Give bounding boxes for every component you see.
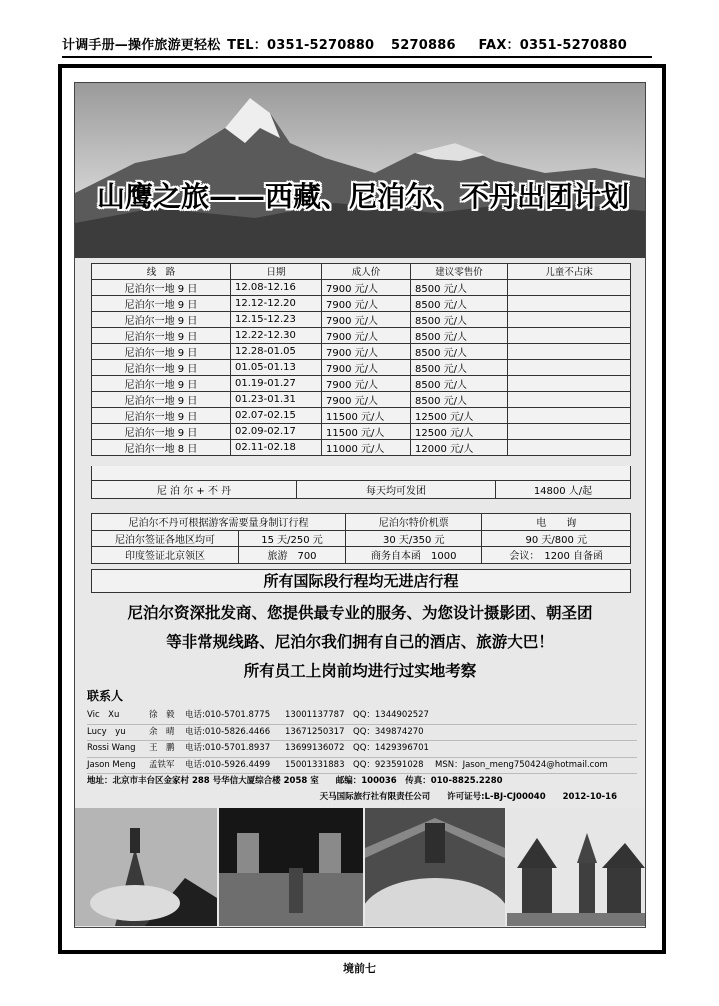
promo-line: 等非常规线路、尼泊尔我们拥有自己的酒店、旅游大巴！ — [166, 633, 554, 651]
table-row — [92, 327, 631, 343]
promo-line: 尼泊尔资深批发商、您提供最专业的服务、为您设计摄影团、朝圣团 — [127, 604, 593, 622]
contact-en-name: Rossi Wang — [87, 743, 136, 753]
photo-strip — [75, 808, 645, 926]
table-row — [92, 279, 631, 295]
route-cell: 尼泊尔一地 9 日 — [92, 311, 231, 327]
visa-price-cell: 会议： 1200 自备函 — [482, 547, 631, 564]
header-fax: FAX：0351-5270880 — [478, 38, 628, 53]
route-cell: 尼泊尔一地 9 日 — [92, 391, 231, 407]
retail-price-cell: 8500 元/人 — [411, 327, 508, 343]
adult-price-cell: 11500 元/人 — [322, 407, 411, 423]
col-header: 日期 — [231, 264, 322, 280]
date-cell: 01.23-01.31 — [231, 391, 322, 407]
contact-mobile: 13699136072 — [285, 743, 345, 753]
contact-en-name: Vic Xu — [87, 710, 120, 720]
retail-price-cell: 8500 元/人 — [411, 343, 508, 359]
contact-qq: QQ：1429396701 — [353, 743, 429, 753]
child-price-cell — [508, 311, 631, 327]
retail-price-cell: 8500 元/人 — [411, 359, 508, 375]
child-price-cell — [508, 359, 631, 375]
route-cell: 尼泊尔一地 9 日 — [92, 279, 231, 295]
contact-qq: QQ：349874270 — [353, 726, 424, 737]
flyer — [74, 82, 646, 928]
contact-row — [87, 741, 637, 758]
child-price-cell — [508, 295, 631, 311]
table-row — [92, 343, 631, 359]
page-title: 山鹰之旅——西藏、尼泊尔、不丹出团计划 — [97, 180, 630, 213]
route-cell: 尼泊尔一地 8 日 — [92, 439, 231, 455]
retail-price-cell: 12500 元/人 — [411, 407, 508, 423]
contact-address: 地址：北京市丰台区金家村 288 号华信大厦综合楼 2058 室 邮编：100036 传真：010-8825.2280 — [87, 776, 503, 786]
page-footer: 境前七 — [343, 962, 376, 975]
date-cell: 12.15-12.23 — [231, 311, 322, 327]
adult-price-cell: 7900 元/人 — [322, 311, 411, 327]
table-row — [92, 295, 631, 311]
contact-msn: MSN：Jason_meng750424@hotmail.com — [435, 759, 608, 770]
date-cell: 12.08-12.16 — [231, 279, 322, 295]
adult-price-cell: 7900 元/人 — [322, 279, 411, 295]
prayer-flags-photo — [365, 808, 505, 926]
route-cell: 尼泊尔一地 9 日 — [92, 295, 231, 311]
adult-price-cell: 7900 元/人 — [322, 391, 411, 407]
table-row — [92, 547, 631, 564]
col-header: 儿童不占床 — [508, 264, 631, 280]
route-cell: 尼泊尔一地 9 日 — [92, 407, 231, 423]
adult-price-cell: 11000 元/人 — [322, 439, 411, 455]
contact-cn-name: 余 晴 — [149, 726, 175, 737]
visa-price-cell: 15 天/250 元 — [239, 530, 346, 547]
retail-price-cell: 8500 元/人 — [411, 391, 508, 407]
adult-price-cell: 7900 元/人 — [322, 359, 411, 375]
col-header: 建议零售价 — [411, 264, 508, 280]
contact-cn-name: 孟铁军 — [149, 759, 175, 770]
date-cell: 02.09-02.17 — [231, 423, 322, 439]
child-price-cell — [508, 423, 631, 439]
date-cell: 02.11-02.18 — [231, 439, 322, 455]
route-cell: 尼泊尔一地 9 日 — [92, 327, 231, 343]
child-price-cell — [508, 439, 631, 455]
adult-price-cell: 7900 元/人 — [322, 295, 411, 311]
inquiry-cell: 电 询 — [482, 514, 631, 531]
visa-label-cell: 印度签证北京领区 — [92, 547, 239, 564]
header-slogan: 计调手册—操作旅游更轻松 — [62, 38, 221, 53]
header-tel: TEL：0351-5270880 — [227, 38, 375, 53]
schedule-table — [91, 263, 631, 456]
date-cell: 02.07-02.15 — [231, 407, 322, 423]
table-row — [92, 481, 631, 499]
table-row — [92, 359, 631, 375]
mountain-banner — [75, 83, 645, 258]
table-row — [92, 407, 631, 423]
child-price-cell — [508, 279, 631, 295]
child-price-cell — [508, 327, 631, 343]
header-tel2: 5270886 — [391, 38, 456, 53]
child-price-cell — [508, 391, 631, 407]
adult-price-cell: 7900 元/人 — [322, 343, 411, 359]
agency-info: 天马国际旅行社有限责任公司 许可证号:L-BJ-CJ00040 2012-10-16 — [319, 792, 617, 802]
retail-price-cell: 8500 元/人 — [411, 279, 508, 295]
route-cell: 尼泊尔一地 9 日 — [92, 423, 231, 439]
visa-price-cell: 旅游 700 — [239, 547, 346, 564]
custom-itinerary-cell: 尼泊尔不丹可根据游客需要量身制订行程 — [92, 514, 346, 531]
stupa-photo — [75, 808, 217, 926]
table-row — [92, 423, 631, 439]
contact-cn-name: 徐 毅 — [149, 710, 175, 720]
visa-price-cell: 商务自本函 1000 — [346, 547, 482, 564]
contact-qq: QQ：923591028 — [353, 759, 424, 770]
contact-en-name: Jason Meng — [87, 759, 136, 770]
bhutan-price: 14800 人/起 — [496, 481, 631, 499]
promo-line: 所有员工上岗前均进行过实地考察 — [243, 662, 477, 680]
no-shopping-banner: 所有国际段行程均无进店行程 — [91, 569, 631, 593]
route-cell: 尼泊尔一地 9 日 — [92, 343, 231, 359]
route-cell: 尼泊尔一地 9 日 — [92, 375, 231, 391]
col-header: 成人价 — [322, 264, 411, 280]
date-cell: 12.12-12.20 — [231, 295, 322, 311]
col-header: 线 路 — [92, 264, 231, 280]
table-row — [92, 514, 631, 531]
contact-row — [87, 725, 637, 742]
visa-price-cell: 90 天/800 元 — [482, 530, 631, 547]
bhutan-table — [91, 480, 631, 499]
contact-row — [87, 708, 637, 725]
visa-label-cell: 尼泊尔签证各地区均可 — [92, 530, 239, 547]
route-cell: 尼泊尔一地 9 日 — [92, 359, 231, 375]
retail-price-cell: 12000 元/人 — [411, 439, 508, 455]
contact-cn-name: 王 鹏 — [149, 743, 175, 753]
contact-mobile: 15001331883 — [285, 759, 345, 770]
durbar-square-photo — [507, 808, 645, 926]
schedule-header-row — [92, 264, 631, 280]
contact-row — [87, 758, 637, 775]
adult-price-cell: 7900 元/人 — [322, 375, 411, 391]
child-price-cell — [508, 343, 631, 359]
retail-price-cell: 8500 元/人 — [411, 295, 508, 311]
contact-phone: 电话:010-5826.4466 — [185, 726, 271, 737]
adult-price-cell: 7900 元/人 — [322, 327, 411, 343]
table-row — [92, 391, 631, 407]
retail-price-cell: 12500 元/人 — [411, 423, 508, 439]
contact-mobile: 13671250317 — [285, 726, 345, 737]
mountain-image — [75, 83, 645, 258]
contact-phone: 电话:010-5701.8937 — [185, 743, 271, 753]
visa-price-cell: 30 天/350 元 — [346, 530, 482, 547]
page-header — [62, 34, 652, 58]
date-cell: 12.22-12.30 — [231, 327, 322, 343]
contacts-heading: 联系人 — [87, 689, 124, 703]
retail-price-cell: 8500 元/人 — [411, 311, 508, 327]
table-spacer-row — [91, 466, 631, 481]
contact-qq: QQ：1344902527 — [353, 710, 429, 720]
child-price-cell — [508, 407, 631, 423]
adult-price-cell: 11500 元/人 — [322, 423, 411, 439]
visa-table — [91, 513, 631, 564]
bhutan-route: 尼 泊 尔 + 不 丹 — [92, 481, 297, 499]
table-row — [92, 530, 631, 547]
flight-cell: 尼泊尔特价机票 — [346, 514, 482, 531]
promo-text — [75, 599, 645, 686]
table-row — [92, 439, 631, 455]
date-cell: 12.28-01.05 — [231, 343, 322, 359]
contact-mobile: 13001137787 — [285, 710, 345, 720]
bhutan-schedule: 每天均可发团 — [297, 481, 496, 499]
table-row — [92, 375, 631, 391]
date-cell: 01.19-01.27 — [231, 375, 322, 391]
contact-phone: 电话:010-5701.8775 — [185, 710, 271, 720]
contact-en-name: Lucy yu — [87, 726, 126, 737]
contacts-section — [87, 687, 637, 802]
contact-phone: 电话:010-5926.4499 — [185, 759, 271, 770]
child-price-cell — [508, 375, 631, 391]
date-cell: 01.05-01.13 — [231, 359, 322, 375]
temple-guardians-photo — [219, 808, 363, 926]
retail-price-cell: 8500 元/人 — [411, 375, 508, 391]
table-row — [92, 311, 631, 327]
